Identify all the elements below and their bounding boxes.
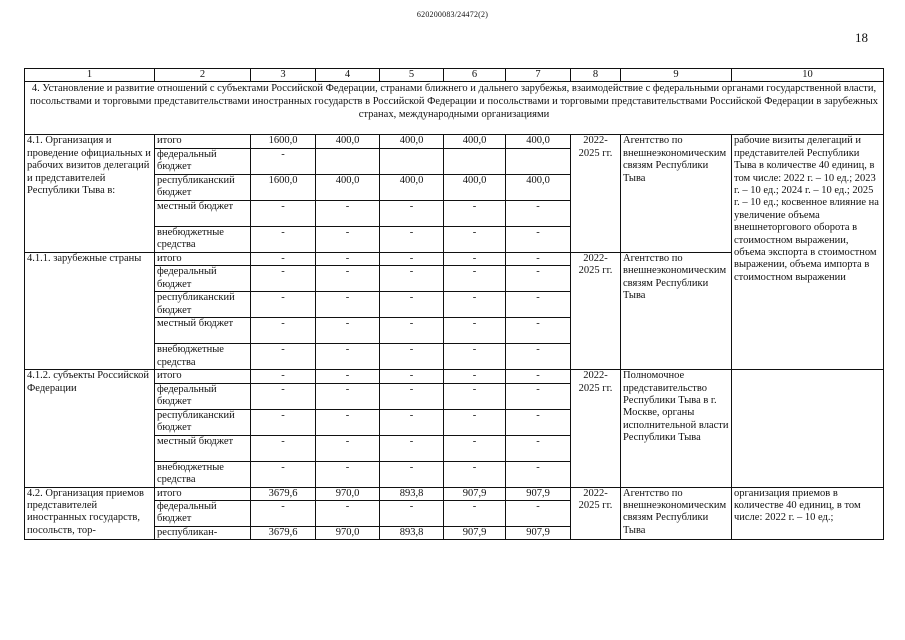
value-total: - (251, 409, 316, 435)
value-2022: - (316, 252, 380, 265)
value-2025: - (506, 370, 571, 383)
value-2025: 400,0 (506, 174, 571, 200)
value-2024: - (444, 409, 506, 435)
value-2025: - (506, 266, 571, 292)
value-2022: - (316, 292, 380, 318)
expected-result: рабочие визиты делегаций и представителей Республики Тыва в количестве 40 единиц, в том числе: 2022 г. – 10 ед.; 2023 г. – 10 ед.; 2024 г. – 10 ед.; 2025 г. – 10 ед.; косвенное влияние на увеличение объема внешнеторгового оборота в стоимостном выражении, объема экспорта в стоимостном выражении, объема импорта в стоимостном выражении (732, 135, 884, 370)
value-total: - (251, 148, 316, 174)
value-2025 (506, 148, 571, 174)
value-2025: - (506, 344, 571, 370)
value-2023: - (380, 266, 444, 292)
page-number: 18 (855, 30, 868, 45)
expected-result: организация приемов в количестве 40 единиц, в том числе: 2022 г. – 10 ед.; (732, 487, 884, 540)
value-2024: 400,0 (444, 174, 506, 200)
value-2023: 400,0 (380, 174, 444, 200)
value-2024: 907,9 (444, 487, 506, 500)
value-total: - (251, 226, 316, 252)
value-2022: 400,0 (316, 174, 380, 200)
funding-source: итого (155, 135, 251, 148)
value-2025: - (506, 226, 571, 252)
value-2024: - (444, 226, 506, 252)
value-2024 (444, 148, 506, 174)
value-2022: - (316, 383, 380, 409)
funding-source: местный бюджет (155, 318, 251, 344)
executor: Агентство по внешнеэкономическим связям Республики Тыва (621, 252, 732, 369)
funding-source: республиканский бюджет (155, 292, 251, 318)
value-total: - (251, 292, 316, 318)
col-header-8: 8 (571, 69, 621, 82)
value-2024: 907,9 (444, 527, 506, 540)
value-total: - (251, 200, 316, 226)
section-row (25, 82, 884, 135)
funding-source: республиканский бюджет (155, 409, 251, 435)
executor: Полномочное представительство Республики Тыва в г. Москве, органы исполнительной власти Республики Тыва (621, 370, 732, 487)
value-2023: 893,8 (380, 527, 444, 540)
value-2025: - (506, 292, 571, 318)
value-2024: - (444, 200, 506, 226)
value-2025: - (506, 435, 571, 461)
value-2024: - (444, 292, 506, 318)
value-2024: - (444, 383, 506, 409)
value-2022: - (316, 409, 380, 435)
funding-source: итого (155, 252, 251, 265)
value-2023: - (380, 383, 444, 409)
value-2022: 970,0 (316, 527, 380, 540)
value-total: - (251, 370, 316, 383)
col-header-7: 7 (506, 69, 571, 82)
value-2023: - (380, 318, 444, 344)
activity-name: 4.1.1. зарубежные страны (25, 252, 155, 369)
value-2025: - (506, 461, 571, 487)
funding-source: федеральный бюджет (155, 266, 251, 292)
value-2024: - (444, 344, 506, 370)
value-2023: - (380, 200, 444, 226)
value-2024: 400,0 (444, 135, 506, 148)
funding-source: местный бюджет (155, 435, 251, 461)
value-2024: - (444, 318, 506, 344)
value-2025: 400,0 (506, 135, 571, 148)
value-2022: - (316, 501, 380, 527)
table-row (25, 370, 884, 383)
value-2024: - (444, 252, 506, 265)
funding-source: федеральный бюджет (155, 148, 251, 174)
value-2025: - (506, 501, 571, 527)
value-total: - (251, 461, 316, 487)
value-2025: - (506, 409, 571, 435)
period: 2022-2025 гг. (571, 135, 621, 252)
value-total: - (251, 383, 316, 409)
value-total: - (251, 266, 316, 292)
value-2022: 400,0 (316, 135, 380, 148)
value-2023 (380, 148, 444, 174)
funding-source: федеральный бюджет (155, 383, 251, 409)
period: 2022-2025 гг. (571, 370, 621, 487)
executor: Агентство по внешнеэкономическим связям Республики Тыва (621, 487, 732, 540)
value-2024: - (444, 266, 506, 292)
value-2022: - (316, 226, 380, 252)
value-2023: - (380, 226, 444, 252)
value-2022: - (316, 370, 380, 383)
value-total: 3679,6 (251, 487, 316, 500)
col-header-1: 1 (25, 69, 155, 82)
col-header-4: 4 (316, 69, 380, 82)
funding-source: федеральный бюджет (155, 501, 251, 527)
period: 2022-2025 гг. (571, 487, 621, 540)
value-2023: - (380, 461, 444, 487)
value-total: - (251, 344, 316, 370)
value-total: - (251, 252, 316, 265)
activity-name: 4.1.2. субъекты Российской Федерации (25, 370, 155, 487)
col-header-10: 10 (732, 69, 884, 82)
value-2025: - (506, 200, 571, 226)
col-header-2: 2 (155, 69, 251, 82)
program-table (24, 68, 884, 540)
section-title: 4. Установление и развитие отношений с субъектами Российской Федерации, странами ближнего и дальнего зарубежья, взаимодействие с федеральными органами государственной власти, посольствами и торговыми представительствами иностранных государств в Российской Федерации и посольствами и торговыми представительствами Российской Федерации в зарубежных странах, международными организациями (25, 82, 884, 135)
executor: Агентство по внешнеэкономическим связям Республики Тыва (621, 135, 732, 252)
value-2023: 400,0 (380, 135, 444, 148)
column-header-row (25, 69, 884, 82)
value-2024: - (444, 461, 506, 487)
value-2022: - (316, 461, 380, 487)
value-total: 1600,0 (251, 174, 316, 200)
funding-source: республиканский бюджет (155, 174, 251, 200)
value-2024: - (444, 501, 506, 527)
funding-source: итого (155, 487, 251, 500)
value-2023: - (380, 501, 444, 527)
funding-source: местный бюджет (155, 200, 251, 226)
value-2025: - (506, 383, 571, 409)
value-2022 (316, 148, 380, 174)
value-2024: - (444, 435, 506, 461)
value-total: 3679,6 (251, 527, 316, 540)
col-header-5: 5 (380, 69, 444, 82)
value-2022: - (316, 200, 380, 226)
table-row (25, 135, 884, 148)
funding-source: итого (155, 370, 251, 383)
funding-source: республикан- (155, 527, 251, 540)
value-2025: 907,9 (506, 527, 571, 540)
value-2025: 907,9 (506, 487, 571, 500)
value-2024: - (444, 370, 506, 383)
document-id: 620200083/24472(2) (416, 10, 489, 19)
value-2022: - (316, 344, 380, 370)
value-2022: 970,0 (316, 487, 380, 500)
funding-source: внебюджетные средства (155, 461, 251, 487)
value-2022: - (316, 318, 380, 344)
col-header-6: 6 (444, 69, 506, 82)
value-2023: - (380, 370, 444, 383)
value-total: - (251, 435, 316, 461)
value-2023: - (380, 252, 444, 265)
funding-source: внебюджетные средства (155, 226, 251, 252)
value-2023: 893,8 (380, 487, 444, 500)
value-2025: - (506, 252, 571, 265)
value-2022: - (316, 266, 380, 292)
value-total: - (251, 318, 316, 344)
value-2023: - (380, 409, 444, 435)
activity-name: 4.1. Организация и проведение официальных и рабочих визитов делегаций и представителей Республики Тыва в: (25, 135, 155, 252)
activity-name: 4.2. Организация приемов представителей иностранных государств, посольств, тор- (25, 487, 155, 540)
table-row (25, 487, 884, 500)
value-2023: - (380, 292, 444, 318)
col-header-3: 3 (251, 69, 316, 82)
value-total: - (251, 501, 316, 527)
period: 2022-2025 гг. (571, 252, 621, 369)
expected-result (732, 370, 884, 487)
funding-source: внебюджетные средства (155, 344, 251, 370)
value-total: 1600,0 (251, 135, 316, 148)
value-2023: - (380, 435, 444, 461)
value-2025: - (506, 318, 571, 344)
value-2023: - (380, 344, 444, 370)
value-2022: - (316, 435, 380, 461)
col-header-9: 9 (621, 69, 732, 82)
